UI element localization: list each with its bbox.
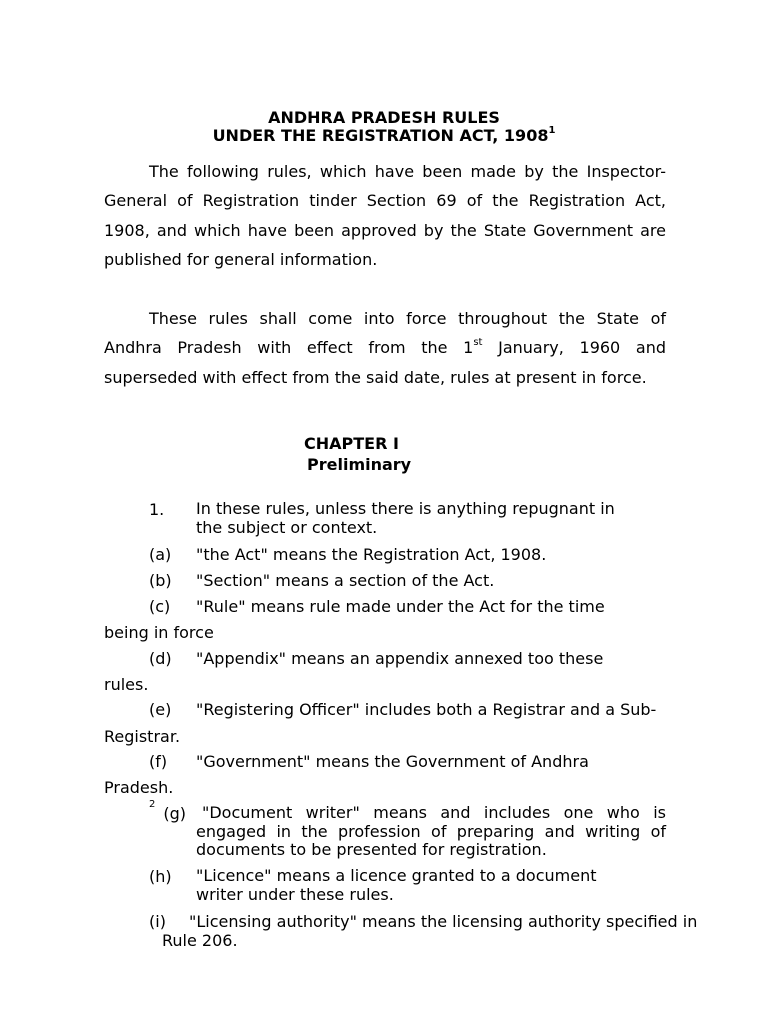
item-continuation: Registrar. [104,727,181,746]
footnote-marker: 2 [149,798,156,810]
ordinal-suffix: st [473,336,483,348]
item-text: "the Act" means the Registration Act, 1908. [196,545,547,564]
commencement-paragraph [104,304,666,392]
item-text: In these rules, unless there is anything repugnant in the subject or context. [196,499,615,537]
item-label: (a) [149,545,172,564]
item-text: "Government" means the Government of Andhra [196,752,589,771]
item-label: (h) [149,867,172,886]
item-label: 1. [149,500,165,519]
chapter-heading: CHAPTER I [304,434,399,453]
item-text: "Appendix" means an appendix annexed too these [196,649,604,668]
footnote-marker: 1 [548,124,556,136]
item-label: (c) [149,597,171,616]
item-text: "Document writer" means and includes one who is engaged in the profession of preparing and writing of documents to be presented for registration. [196,803,666,859]
title-line-1: ANDHRA PRADESH RULES [268,108,500,127]
commencement-text-b: January, 1960 and superseded with effect from the said date, rules at present in force. [104,338,666,387]
item-label: (d) [149,649,172,668]
commencement-text-a: These rules shall come into force throughout the State of Andhra Pradesh with effect from the 1 [104,309,666,358]
item-continuation: Rule 206. [162,931,238,950]
item-continuation: rules. [104,675,149,694]
title-text: UNDER THE REGISTRATION ACT, 1908 [212,126,549,145]
item-continuation: Pradesh. [104,778,174,797]
item-label: (i) [149,912,166,931]
item-text: "Rule" means rule made under the Act for the time [196,597,605,616]
item-text: "Registering Officer" includes both a Registrar and a Sub- [196,700,657,719]
item-label: (b) [149,571,172,590]
item-label: (e) [149,700,172,719]
item-label-g [149,798,187,823]
title-line-2 [0,126,768,145]
item-label: (f) [149,752,168,771]
item-text: "Licence" means a licence granted to a document writer under these rules. [196,866,597,904]
item-text: "Section" means a section of the Act. [196,571,495,590]
item-continuation: being in force [104,623,214,642]
chapter-subheading: Preliminary [307,455,412,474]
item-label: (g) [163,804,187,823]
intro-paragraph: The following rules, which have been made by the Inspector-General of Registration tinder Section 69 of the Registration Act, 1908, and which have been approved by the State Government are published for general information. [104,162,666,269]
item-text: "Licensing authority" means the licensing authority specified in [189,912,698,931]
